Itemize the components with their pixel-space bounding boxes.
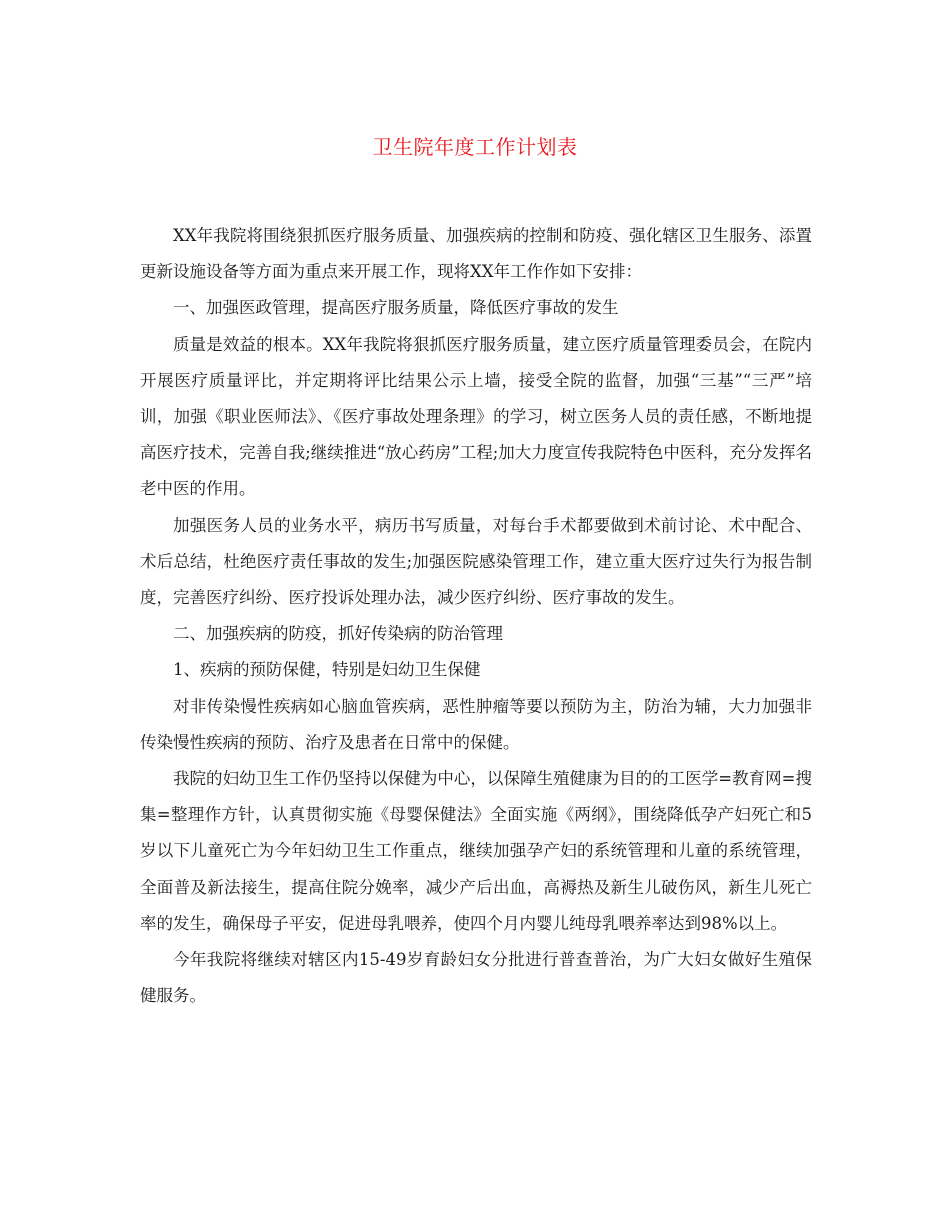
paragraph-maternal-child: 我院的妇幼卫生工作仍坚持以保健为中心，以保障生殖健康为目的的工医学=教育网=搜集=整理作方针，认真贯彻实施《母婴保健法》全面实施《两纲》，围绕降低孕产妇死亡和5岁以下儿童死亡为今年妇幼卫生工作重点，继续加强孕产妇的系统管理和儿童的系统管理，全面普及新法接生，提高住院分娩率，减少产后出血，高褥热及新生儿破伤风，新生儿死亡率的发生，确保母子平安，促进母乳喂养，使四个月内婴儿纯母乳喂养率达到98%以上。 [140,769,812,933]
document-title: 卫生院年度工作计划表 [372,135,578,159]
paragraph-intro: XX年我院将围绕狠抓医疗服务质量、加强疾病的控制和防疫、强化辖区卫生服务、添置更新设施设备等方面为重点来开展工作，现将XX年工作作如下安排： [140,226,812,282]
paragraph-chronic-disease: 对非传染慢性疾病如心脑血管疾病，恶性肿瘤等要以预防为主，防治为辅，大力加强非传染慢性疾病的预防、治疗及患者在日常中的保健。 [140,696,812,752]
section-heading-2: 二、加强疾病的防疫，抓好传染病的防治管理 [173,624,503,644]
section-heading-1: 一、加强医政管理，提高医疗服务质量，降低医疗事故的发生 [173,298,619,318]
paragraph-screening: 今年我院将继续对辖区内15-49岁育龄妇女分批进行普查普治，为广大妇女做好生殖保健服务。 [140,950,812,1006]
document-body [140,218,812,1014]
paragraph-quality: 质量是效益的根本。XX年我院将狠抓医疗服务质量，建立医疗质量管理委员会，在院内开展医疗质量评比，并定期将评比结果公示上墙，接受全院的监督，加强“三基”“三严”培训，加强《职业医师法》、《医疗事故处理条理》的学习，树立医务人员的责任感，不断地提高医疗技术，完善自我;继续推进“放心药房”工程;加大力度宣传我院特色中医科，充分发挥名老中医的作用。 [140,334,812,499]
subsection-heading-1: 1、疾病的预防保健，特别是妇幼卫生保健 [173,660,481,680]
paragraph-staff-skills: 加强医务人员的业务水平，病历书写质量，对每台手术都要做到术前讨论、术中配合、术后总结，杜绝医疗责任事故的发生;加强医院感染管理工作，建立重大医疗过失行为报告制度，完善医疗纠纷、医疗投诉处理办法，减少医疗纠纷、医疗事故的发生。 [140,515,812,608]
